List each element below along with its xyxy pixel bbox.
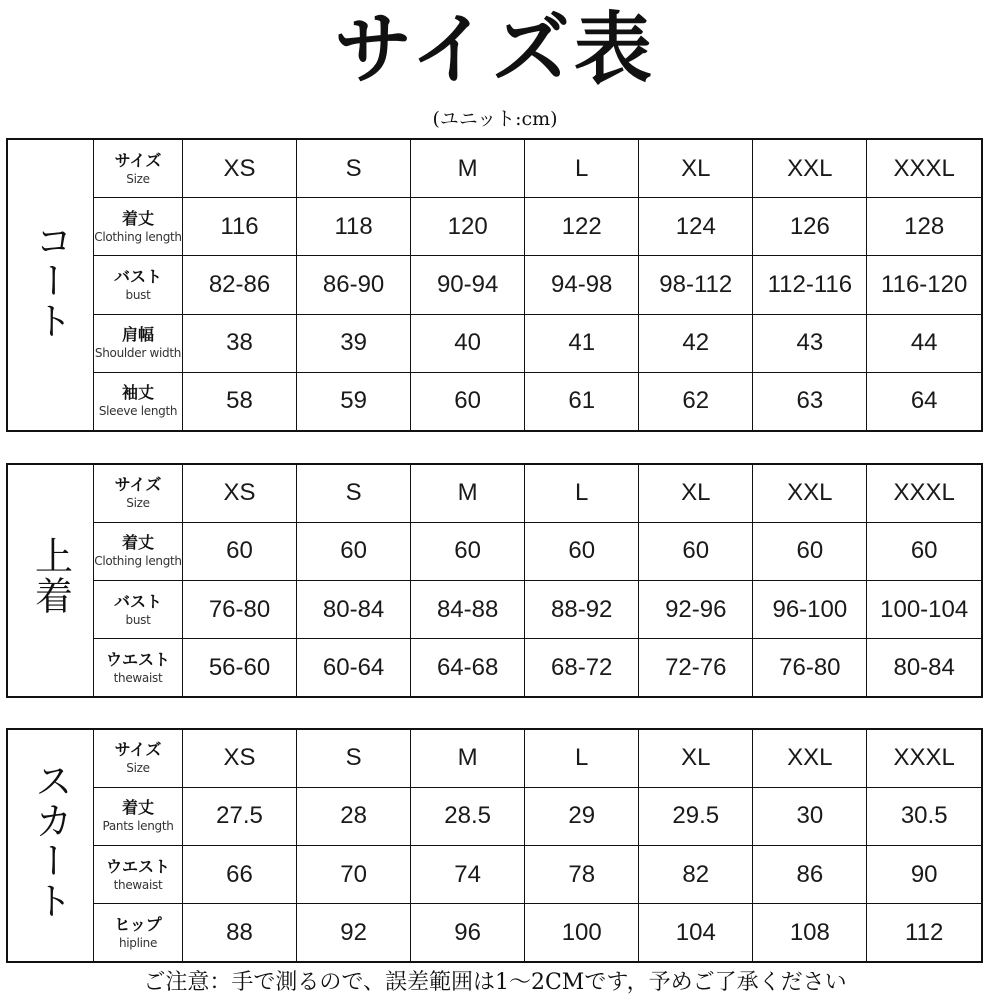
table-cell: L (525, 465, 639, 522)
table-cell: 62 (639, 372, 753, 430)
table-cell: XS (183, 140, 297, 198)
category-text: スカート (28, 761, 73, 921)
table-cell: XXXL (867, 140, 981, 198)
table-cell: 42 (639, 314, 753, 372)
table-cell: 60 (183, 522, 297, 580)
table-cell: 112 (867, 904, 981, 961)
table-row (8, 140, 981, 198)
row-label-en: Sleeve length (98, 404, 178, 419)
table-cell: 80-84 (297, 580, 411, 638)
table-cell: 29 (525, 787, 639, 845)
row-label-jp: サイズ (114, 150, 162, 170)
skirt-size-table (6, 728, 983, 963)
table-row (8, 904, 981, 961)
table-cell: 128 (867, 198, 981, 256)
table-cell: 44 (867, 314, 981, 372)
table-cell: 90-94 (411, 256, 525, 314)
table-cell: 116-120 (867, 256, 981, 314)
size-table (8, 140, 981, 430)
table-cell: 76-80 (183, 580, 297, 638)
table-cell: 30.5 (867, 787, 981, 845)
row-label-en: Size (126, 761, 150, 776)
table-cell: 82-86 (183, 256, 297, 314)
table-cell: 60 (867, 522, 981, 580)
table-cell: XL (639, 465, 753, 522)
table-cell: 96 (411, 904, 525, 961)
row-label-en: bust (125, 612, 151, 627)
table-row (8, 522, 981, 580)
table-cell: 74 (411, 845, 525, 903)
table-cell: 120 (411, 198, 525, 256)
row-label (94, 256, 183, 314)
table-row (8, 845, 981, 903)
table-row (8, 787, 981, 845)
table-cell: M (411, 730, 525, 787)
table-cell: 28 (297, 787, 411, 845)
table-cell: 88 (183, 904, 297, 961)
row-label (94, 730, 183, 787)
table-cell: 122 (525, 198, 639, 256)
table-cell: XXL (753, 140, 867, 198)
table-row (8, 580, 981, 638)
table-cell: 126 (753, 198, 867, 256)
row-label-en: Clothing length (94, 229, 182, 244)
table-cell: 68-72 (525, 639, 639, 696)
table-cell: XS (183, 730, 297, 787)
table-cell: 86-90 (297, 256, 411, 314)
table-cell: 84-88 (411, 580, 525, 638)
table-cell: 63 (753, 372, 867, 430)
table-cell: 60 (297, 522, 411, 580)
page-title: サイズ表 (334, 4, 656, 95)
table-cell: 60 (411, 372, 525, 430)
measurement-note: ご注意：手で測るので、誤差範囲は1～2CMです，予めご了承ください (143, 970, 847, 995)
row-label-en: bust (125, 287, 151, 302)
row-label-en: thewaist (113, 877, 163, 892)
category-label (8, 140, 94, 430)
row-label (94, 372, 183, 430)
row-label-en: thewaist (113, 670, 163, 685)
table-cell: XL (639, 730, 753, 787)
row-label (94, 522, 183, 580)
table-cell: S (297, 465, 411, 522)
table-row (8, 256, 981, 314)
row-label-jp: ウエスト (105, 856, 170, 876)
table-cell: 60 (525, 522, 639, 580)
table-cell: XXXL (867, 730, 981, 787)
table-cell: XL (639, 140, 753, 198)
table-cell: 60 (411, 522, 525, 580)
row-label-jp: 肩幅 (121, 325, 154, 345)
table-cell: 38 (183, 314, 297, 372)
table-cell: M (411, 140, 525, 198)
table-cell: 64 (867, 372, 981, 430)
table-cell: 61 (525, 372, 639, 430)
row-label-jp: ウエスト (105, 649, 170, 669)
table-cell: 72-76 (639, 639, 753, 696)
table-cell: 27.5 (183, 787, 297, 845)
row-label (94, 465, 183, 522)
table-cell: 30 (753, 787, 867, 845)
table-cell: 82 (639, 845, 753, 903)
row-label-jp: 着丈 (121, 533, 154, 553)
row-label-jp: サイズ (114, 475, 162, 495)
table-cell: 78 (525, 845, 639, 903)
table-cell: 90 (867, 845, 981, 903)
row-label-en: hipline (118, 935, 158, 950)
unit-label: (ユニット:cm) (432, 108, 558, 130)
table-cell: 59 (297, 372, 411, 430)
row-label (94, 639, 183, 696)
table-row (8, 730, 981, 787)
row-label-jp: バスト (113, 591, 162, 611)
table-cell: 108 (753, 904, 867, 961)
table-cell: L (525, 140, 639, 198)
row-label-en: Shoulder width (94, 346, 182, 361)
table-cell: L (525, 730, 639, 787)
table-row (8, 372, 981, 430)
table-cell: 60-64 (297, 639, 411, 696)
row-label-jp: ヒップ (114, 914, 162, 934)
coat-size-table (6, 138, 983, 432)
row-label (94, 198, 183, 256)
table-cell: 94-98 (525, 256, 639, 314)
row-label-jp: 着丈 (121, 208, 154, 228)
row-label-jp: サイズ (114, 740, 162, 760)
row-label (94, 140, 183, 198)
table-cell: 70 (297, 845, 411, 903)
table-row (8, 465, 981, 522)
size-table (8, 730, 981, 961)
category-label (8, 465, 94, 696)
table-cell: 41 (525, 314, 639, 372)
row-label-en: Clothing length (94, 554, 182, 569)
row-label-jp: 袖丈 (121, 383, 154, 403)
row-label (94, 580, 183, 638)
table-cell: 60 (639, 522, 753, 580)
table-cell: 96-100 (753, 580, 867, 638)
table-cell: 58 (183, 372, 297, 430)
table-cell: 29.5 (639, 787, 753, 845)
row-label-en: Pants length (102, 819, 174, 834)
table-cell: 43 (753, 314, 867, 372)
table-cell: XS (183, 465, 297, 522)
table-cell: 124 (639, 198, 753, 256)
row-label-en: Size (126, 496, 150, 511)
table-cell: 66 (183, 845, 297, 903)
category-text: 上着 (28, 536, 73, 616)
table-cell: 40 (411, 314, 525, 372)
table-row (8, 198, 981, 256)
table-cell: 98-112 (639, 256, 753, 314)
table-row (8, 314, 981, 372)
jacket-size-table (6, 463, 983, 698)
table-cell: S (297, 140, 411, 198)
row-label (94, 787, 183, 845)
table-cell: S (297, 730, 411, 787)
table-cell: M (411, 465, 525, 522)
category-label (8, 730, 94, 961)
table-cell: XXL (753, 465, 867, 522)
row-label (94, 904, 183, 961)
table-cell: 92 (297, 904, 411, 961)
table-cell: XXL (753, 730, 867, 787)
table-cell: 28.5 (411, 787, 525, 845)
category-text: コート (28, 220, 73, 341)
table-cell: 88-92 (525, 580, 639, 638)
table-cell: XXXL (867, 465, 981, 522)
table-cell: 92-96 (639, 580, 753, 638)
table-cell: 60 (753, 522, 867, 580)
table-cell: 118 (297, 198, 411, 256)
table-cell: 80-84 (867, 639, 981, 696)
row-label (94, 845, 183, 903)
table-cell: 39 (297, 314, 411, 372)
table-cell: 116 (183, 198, 297, 256)
table-cell: 100 (525, 904, 639, 961)
table-cell: 104 (639, 904, 753, 961)
table-cell: 112-116 (753, 256, 867, 314)
size-table (8, 465, 981, 696)
row-label-jp: 着丈 (121, 798, 154, 818)
table-cell: 100-104 (867, 580, 981, 638)
row-label-jp: バスト (113, 266, 162, 286)
row-label-en: Size (126, 171, 150, 186)
table-row (8, 639, 981, 696)
table-cell: 56-60 (183, 639, 297, 696)
table-cell: 86 (753, 845, 867, 903)
table-cell: 64-68 (411, 639, 525, 696)
table-cell: 76-80 (753, 639, 867, 696)
row-label (94, 314, 183, 372)
